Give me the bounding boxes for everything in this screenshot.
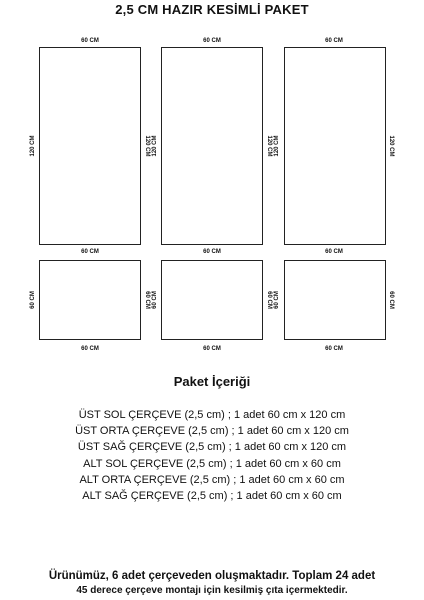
contents-list — [0, 407, 424, 504]
frame-bottom-center-height-right-label: 60 CM — [266, 291, 272, 309]
frame-bottom-right-height-left-label: 60 CM — [274, 291, 280, 309]
page-title: 2,5 CM HAZIR KESİMLİ PAKET — [115, 2, 309, 17]
contents-title: Paket İçeriği — [173, 374, 251, 389]
footer-line-2: 45 derece çerçeve montajı için kesilmiş çıta içermektedir. — [76, 585, 348, 596]
frame-bottom-left-height-left-label: 60 CM — [30, 291, 36, 309]
footer-line-1: Ürünümüz, 6 adet çerçeveden oluşmaktadır. Toplam 24 adet — [48, 570, 376, 582]
frame-bottom-center — [161, 260, 263, 340]
frame-bottom-right-width-label: 60 CM — [325, 346, 343, 352]
frame-bottom-right — [284, 260, 386, 340]
frame-top-left-height-left-label: 120 CM — [30, 135, 36, 157]
list-item: ALT SOL ÇERÇEVE (2,5 cm) ; 1 adet 60 cm x 60 cm — [83, 457, 341, 470]
list-item: ÜST SAĞ ÇERÇEVE (2,5 cm) ; 1 adet 60 cm x 120 cm — [77, 441, 347, 454]
frame-top-left-width-bottom-label: 60 CM — [81, 249, 99, 255]
frame-top-right-height-left-label: 120 CM — [274, 135, 280, 157]
frame-top-center-width-bottom-label: 60 CM — [203, 249, 221, 255]
frame-bottom-left-height-right-label: 60 CM — [144, 291, 150, 309]
frame-top-right-height-right-label: 120 CM — [388, 135, 394, 157]
frame-top-center-width-top-label: 60 CM — [203, 38, 221, 44]
frame-bottom-center-height-left-label: 60 CM — [152, 291, 158, 309]
frame-top-left-width-top-label: 60 CM — [81, 38, 99, 44]
frame-bottom-left — [39, 260, 141, 340]
frame-top-left — [39, 47, 141, 245]
frame-top-right — [284, 47, 386, 245]
frame-top-center — [161, 47, 263, 245]
frame-bottom-right-height-right-label: 60 CM — [388, 291, 394, 309]
frame-bottom-center-width-label: 60 CM — [203, 346, 221, 352]
frame-bottom-left-width-label: 60 CM — [81, 346, 99, 352]
frame-top-center-height-right-label: 120 CM — [266, 135, 272, 157]
frame-top-right-width-top-label: 60 CM — [325, 38, 343, 44]
frame-top-center-height-left-label: 120 CM — [152, 135, 158, 157]
list-item: ÜST ORTA ÇERÇEVE (2,5 cm) ; 1 adet 60 cm x 120 cm — [75, 425, 349, 438]
list-item: ALT SAĞ ÇERÇEVE (2,5 cm) ; 1 adet 60 cm x 60 cm — [82, 490, 342, 503]
list-item: ÜST SOL ÇERÇEVE (2,5 cm) ; 1 adet 60 cm x 120 cm — [78, 409, 346, 421]
frame-top-left-height-right-label: 120 CM — [144, 135, 150, 157]
list-item: ALT ORTA ÇERÇEVE (2,5 cm) ; 1 adet 60 cm x 60 cm — [79, 473, 345, 486]
footer-note — [0, 568, 424, 598]
frame-top-right-width-bottom-label: 60 CM — [325, 249, 343, 255]
